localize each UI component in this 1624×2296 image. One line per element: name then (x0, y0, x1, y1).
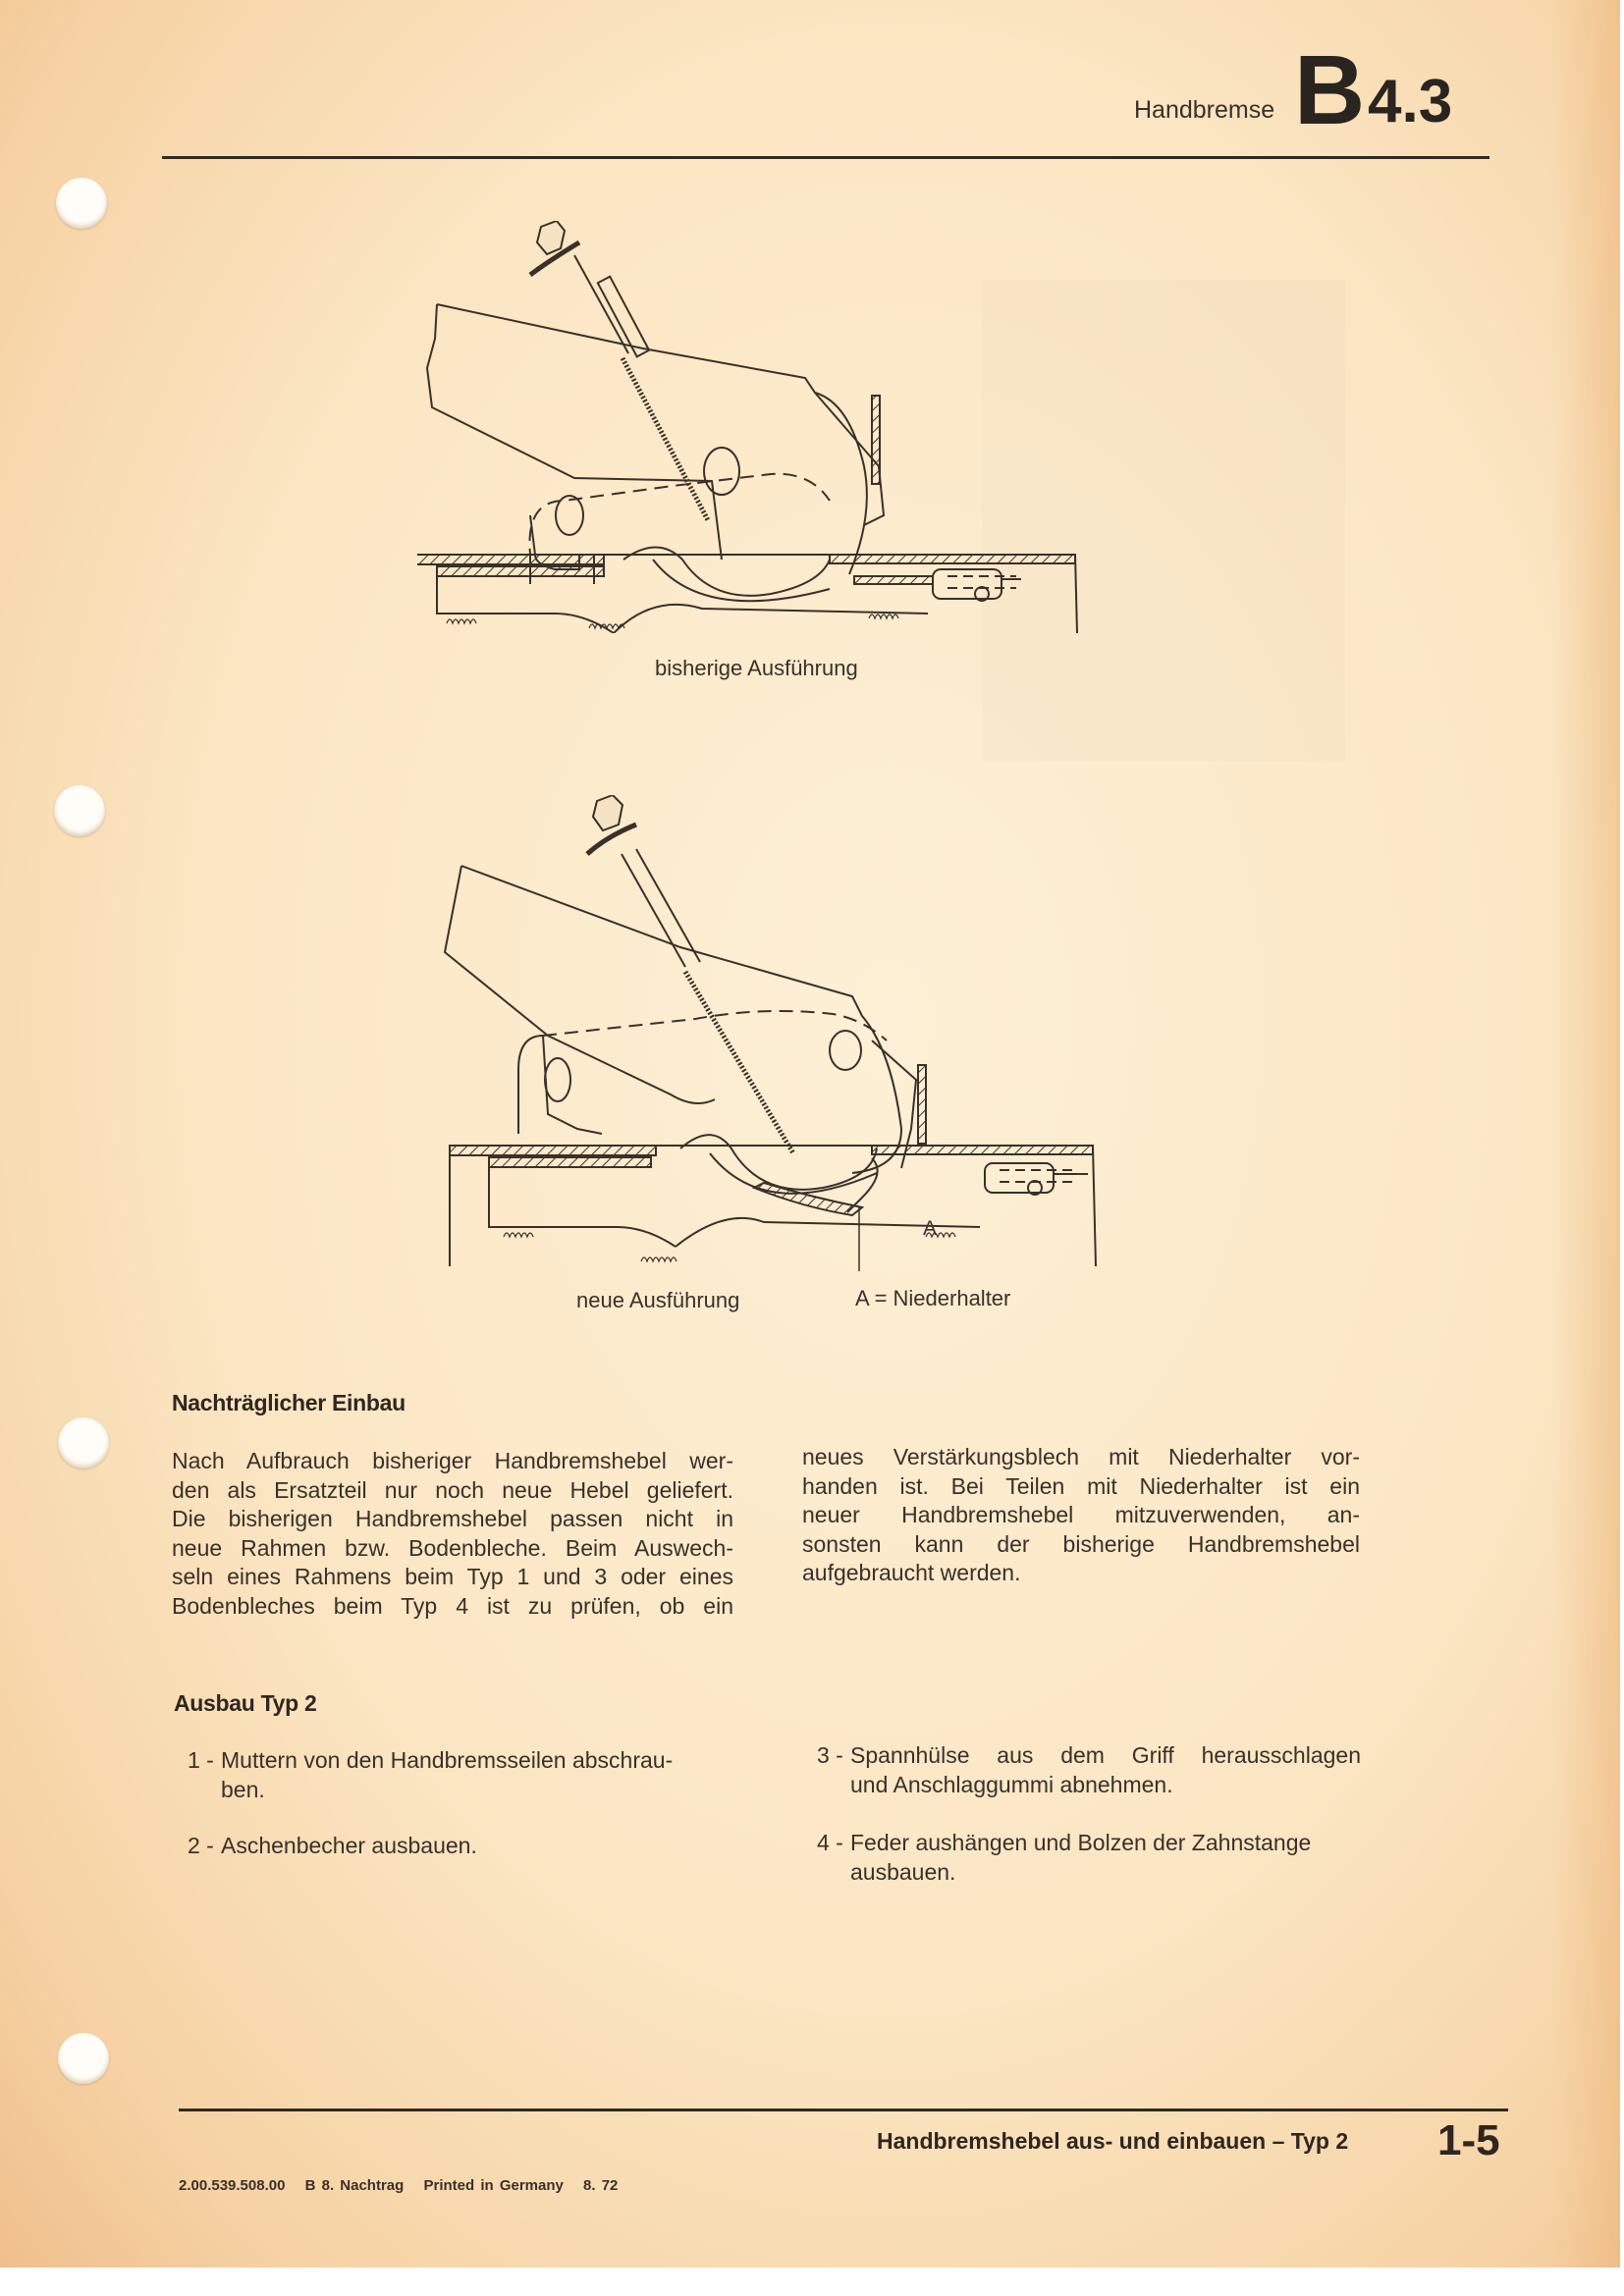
step-line: Aschenbecher ausbauen. (221, 1833, 477, 1858)
step-1 (188, 1745, 737, 1804)
diagram-new-version (440, 795, 1108, 1271)
lever-body (427, 304, 722, 560)
punch-hole (58, 2033, 109, 2084)
doc-number: 2.00.539.508.00 (179, 2177, 286, 2194)
footer-meta (179, 2177, 631, 2194)
adjuster-nut (537, 221, 565, 254)
figure-legend-a: A = Niederhalter (855, 1286, 1011, 1310)
brake-cable (623, 358, 708, 520)
text-line: seln eines Rahmens beim Typ 1 und 3 oder eines (172, 1564, 733, 1589)
text-line: neues Verstärkungsblech mit Niederhalter vor- (802, 1444, 1360, 1469)
text-line: handen ist. Bei Teilen mit Niederhalter ist ein (802, 1472, 1360, 1499)
retrofit-heading: Nachträglicher Einbau (172, 1390, 406, 1415)
footer-rule (179, 2109, 1508, 2111)
figure-caption-new: neue Ausführung (576, 1288, 740, 1312)
printed-in: Printed in Germany (423, 2177, 564, 2194)
step-line: Muttern von den Handbremsseilen abschrau- (221, 1747, 674, 1773)
pivot-hole (704, 448, 739, 495)
retrofit-text-left (172, 1447, 733, 1621)
step-number: 2 - (188, 1833, 214, 1858)
step-2 (188, 1831, 737, 1860)
section-number: 4.3 (1368, 68, 1453, 135)
text-line: neuer Handbremshebel mitzuverwenden, an- (802, 1502, 1360, 1527)
step-text (850, 1740, 1361, 1799)
callout-letter-a: A (923, 1217, 938, 1240)
text-line: Die bisherigen Handbremshebel passen nicht in (172, 1506, 733, 1531)
section-title: Handbremse (1134, 96, 1275, 124)
lever-body (445, 866, 715, 1103)
text-line: Bodenbleches beim Typ 4 ist zu prüfen, ob ein (172, 1592, 733, 1619)
step-number: 1 - (188, 1747, 214, 1773)
section-letter: B (1294, 35, 1366, 145)
step-line: ben. (221, 1777, 265, 1802)
pivot-hole (830, 1031, 861, 1070)
step-line: Feder aushängen und Bolzen der Zahnstange (850, 1830, 1312, 1855)
retrofit-text-right (802, 1443, 1360, 1588)
step-line: ausbauen. (850, 1859, 956, 1885)
adjuster-nut (593, 795, 623, 830)
print-date: 8. 72 (583, 2177, 619, 2194)
removal-heading: Ausbau Typ 2 (174, 1690, 317, 1716)
punch-hole (54, 785, 105, 836)
brake-cable (685, 972, 793, 1153)
page-number: 1-5 (1437, 2116, 1500, 2164)
text-line: neue Rahmen bzw. Bodenbleche. Beim Auswech- (172, 1534, 733, 1561)
header-rule (162, 156, 1489, 159)
step-line: Spannhülse aus dem Griff herausschlagen (850, 1742, 1361, 1768)
text-line: aufgebraucht werden. (802, 1560, 1021, 1585)
step-number: 4 - (817, 1830, 843, 1855)
step-4 (817, 1828, 1367, 1887)
text-line: den als Ersatzteil nur noch neue Hebel geliefert. (172, 1476, 733, 1503)
niederhalter-clip (847, 1158, 878, 1212)
step-text (850, 1828, 1311, 1887)
punch-hole (58, 1417, 109, 1468)
diagram-old-version (417, 221, 1095, 633)
step-number: 3 - (817, 1742, 843, 1768)
step-3 (817, 1740, 1367, 1799)
figure-caption-old: bisherige Ausführung (655, 656, 858, 680)
text-line: Nach Aufbrauch bisheriger Handbremshebel wer- (172, 1448, 733, 1473)
step-text (221, 1745, 673, 1804)
punch-hole (56, 178, 107, 229)
step-text (221, 1831, 477, 1860)
text-line: sonsten kann der bisherige Handbremshebel (802, 1530, 1360, 1557)
footer-title: Handbremshebel aus- und einbauen – Typ 2 (877, 2128, 1349, 2154)
supplement: B 8. Nachtrag (304, 2177, 405, 2194)
step-line: und Anschlaggummi abnehmen. (850, 1772, 1173, 1797)
